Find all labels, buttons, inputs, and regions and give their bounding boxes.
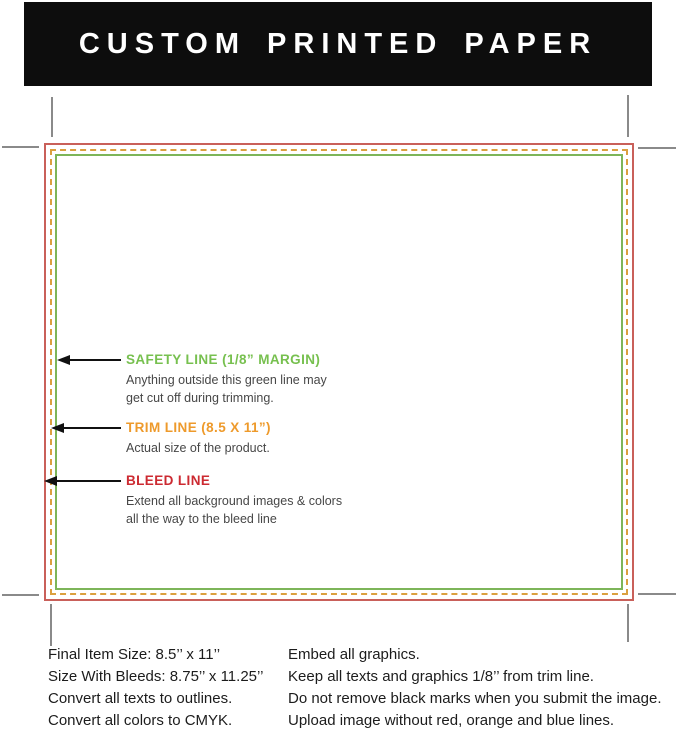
footer-left-line4: Convert all colors to CMYK.: [48, 712, 233, 729]
crop-mark-top-right-horizontal: [638, 147, 676, 149]
trim-line-description: [126, 439, 270, 457]
arrow-shaft: [53, 480, 121, 482]
safety-line-arrow: [57, 355, 121, 365]
footer-right-line3: Do not remove black marks when you submit the image.: [288, 690, 662, 707]
safety-line-label: SAFETY LINE (1/8” MARGIN): [126, 352, 321, 367]
bleed-line-arrow: [44, 476, 121, 486]
title-bar: [24, 2, 652, 86]
footer-right-line4: Upload image without red, orange and blue lines.: [288, 712, 615, 729]
crop-mark-bottom-right-vertical: [627, 604, 629, 642]
crop-mark-top-right-vertical: [627, 95, 629, 137]
bleed-line-description-line2: all the way to the bleed line: [126, 512, 277, 526]
footer-instructions-right: [288, 644, 662, 732]
crop-mark-top-left-vertical: [51, 97, 53, 137]
crop-mark-bottom-left-vertical: [50, 604, 52, 646]
safety-line-description: [126, 371, 327, 407]
footer-right-line1: Embed all graphics.: [288, 646, 420, 663]
footer-right-line2: Keep all texts and graphics 1/8’’ from trim line.: [288, 668, 594, 685]
footer-instructions-left: [48, 644, 263, 732]
crop-mark-bottom-right-horizontal: [638, 593, 676, 595]
safety-line-description-line1: Anything outside this green line may: [126, 373, 327, 387]
crop-mark-bottom-left-horizontal: [2, 594, 39, 596]
trim-line-description-line1: Actual size of the product.: [126, 441, 270, 455]
arrow-shaft: [60, 427, 121, 429]
bleed-line-description-line1: Extend all background images & colors: [126, 494, 343, 508]
footer-left-line2: Size With Bleeds: 8.75’’ x 11.25’’: [48, 668, 264, 685]
crop-mark-top-left-horizontal: [2, 146, 39, 148]
bleed-line-label: BLEED LINE: [126, 473, 211, 488]
safety-line-description-line2: get cut off during trimming.: [126, 391, 274, 405]
arrow-shaft: [66, 359, 121, 361]
bleed-line-description: [126, 492, 342, 528]
trim-line-label: TRIM LINE (8.5 X 11”): [126, 420, 271, 435]
footer-left-line3: Convert all texts to outlines.: [48, 690, 233, 707]
trim-line-arrow: [51, 423, 121, 433]
page-title: CUSTOM PRINTED PAPER: [78, 27, 598, 60]
footer-left-line1: Final Item Size: 8.5’’ x 11’’: [48, 646, 221, 663]
